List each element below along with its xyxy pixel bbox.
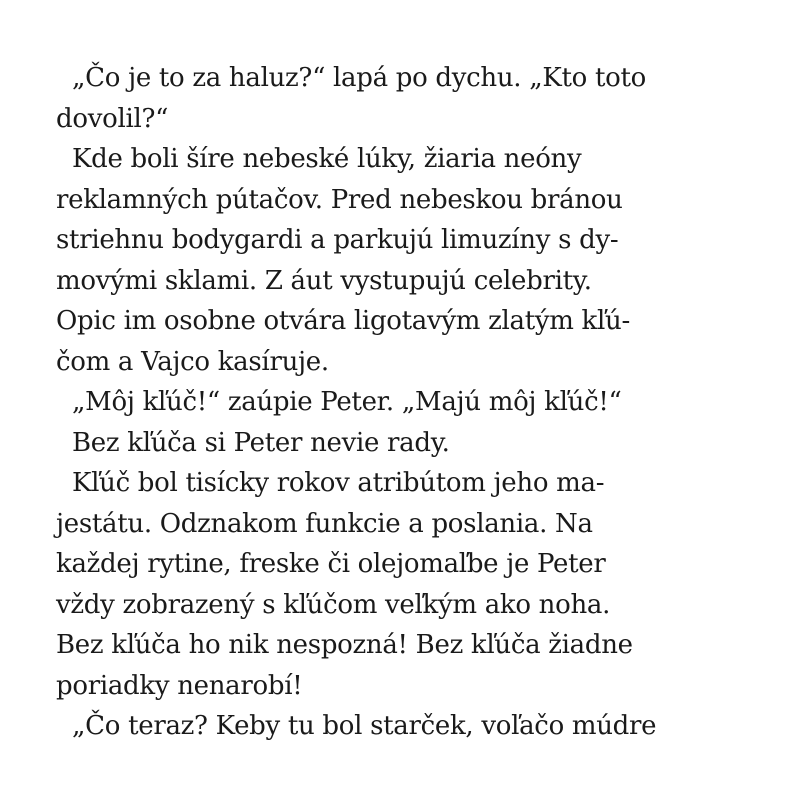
text-line: Kľúč bol tisícky rokov atribútom jeho ma- xyxy=(72,468,605,498)
text-line: reklamných pútačov. Pred nebeskou bránou xyxy=(56,184,623,215)
text-line: jestátu. Odznakom funkcie a poslania. Na xyxy=(56,508,593,539)
text-line: Bez kľúča si Peter nevie rady. xyxy=(72,427,450,458)
text-line: poriadky nenarobí! xyxy=(56,670,303,701)
text-line: vždy zobrazený s kľúčom veľkým ako noha. xyxy=(56,589,611,620)
text-line: Bez kľúča ho nik nespozná! Bez kľúča žiadne xyxy=(56,630,633,660)
text-line: čom a Vajco kasíruje. xyxy=(56,346,329,377)
text-line: Opic im osobne otvára ligotavým zlatým kľú- xyxy=(56,306,630,336)
text-line: každej rytine, freske či olejomaľbe je Peter xyxy=(56,549,606,579)
text-line: dovolil?“ xyxy=(56,103,169,134)
text-line: „Môj kľúč!“ zaúpie Peter. „Majú môj kľúč!“ xyxy=(72,387,622,417)
text-line: „Čo je to za haluz?“ lapá po dychu. „Kto toto xyxy=(72,63,646,93)
book-page-text xyxy=(56,58,756,747)
text-line: striehnu bodygardi a parkujú limuzíny s dy- xyxy=(56,225,619,255)
text-line: movými sklami. Z áut vystupujú celebrity. xyxy=(56,265,592,296)
text-line: Kde boli šíre nebeské lúky, žiaria neóny xyxy=(72,144,582,174)
text-line: „Čo teraz? Keby tu bol starček, voľačo múdre xyxy=(72,711,657,741)
